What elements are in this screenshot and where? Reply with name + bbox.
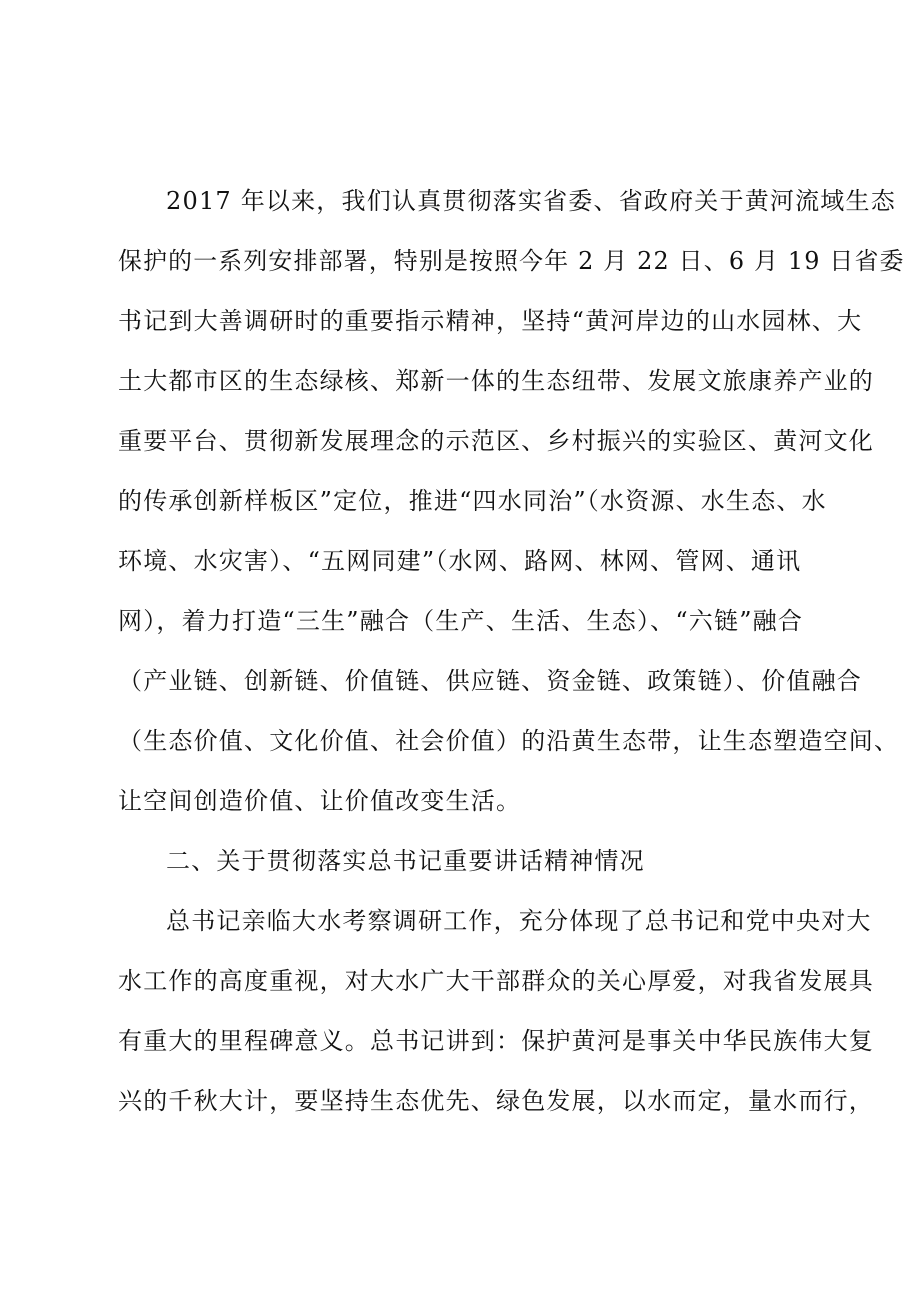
section-heading: 二、关于贯彻落实总书记重要讲话精神情况 [166, 847, 645, 875]
paragraph-1-line-1: 2017 年以来，我们认真贯彻落实省委、省政府关于黄河流域生态 [166, 187, 896, 215]
paragraph-1-line-8: 网），着力打造“三生”融合（生产、生活、生态）、“六链”融合 [118, 607, 804, 635]
paragraph-1-line-10: （生态价值、文化价值、社会价值）的沿黄生态带，让生态塑造空间、 [118, 727, 900, 755]
paragraph-1-line-5: 重要平台、贯彻新发展理念的示范区、乡村振兴的实验区、黄河文化 [118, 427, 874, 455]
paragraph-1-line-6: 的传承创新样板区”定位，推进“四水同治”（水资源、水生态、水 [118, 487, 827, 515]
paragraph-2-line-1: 总书记亲临大水考察调研工作，充分体现了总书记和党中央对大 [166, 907, 872, 935]
paragraph-2-line-3: 有重大的里程碑意义。总书记讲到：保护黄河是事关中华民族伟大复 [118, 1027, 874, 1055]
paragraph-1-line-3: 书记到大善调研时的重要指示精神，坚持“黄河岸边的山水园林、大 [118, 307, 863, 335]
paragraph-1-line-4: 土大都市区的生态绿核、郑新一体的生态纽带、发展文旅康养产业的 [118, 367, 874, 395]
paragraph-1-line-7: 环境、水灾害）、“五网同建”（水网、路网、林网、管网、通讯 [118, 547, 802, 575]
paragraph-1-line-11: 让空间创造价值、让价值改变生活。 [118, 787, 522, 815]
paragraph-2-line-4: 兴的千秋大计，要坚持生态优先、绿色发展，以水而定，量水而行， [118, 1087, 874, 1115]
paragraph-1-line-9: （产业链、创新链、价值链、供应链、资金链、政策链）、价值融合 [118, 667, 862, 695]
paragraph-1-line-2: 保护的一系列安排部署，特别是按照今年 2 月 22 日、6 月 19 日省委 [118, 247, 905, 275]
paragraph-2-line-2: 水工作的高度重视，对大水广大干部群众的关心厚爱，对我省发展具 [118, 967, 874, 995]
